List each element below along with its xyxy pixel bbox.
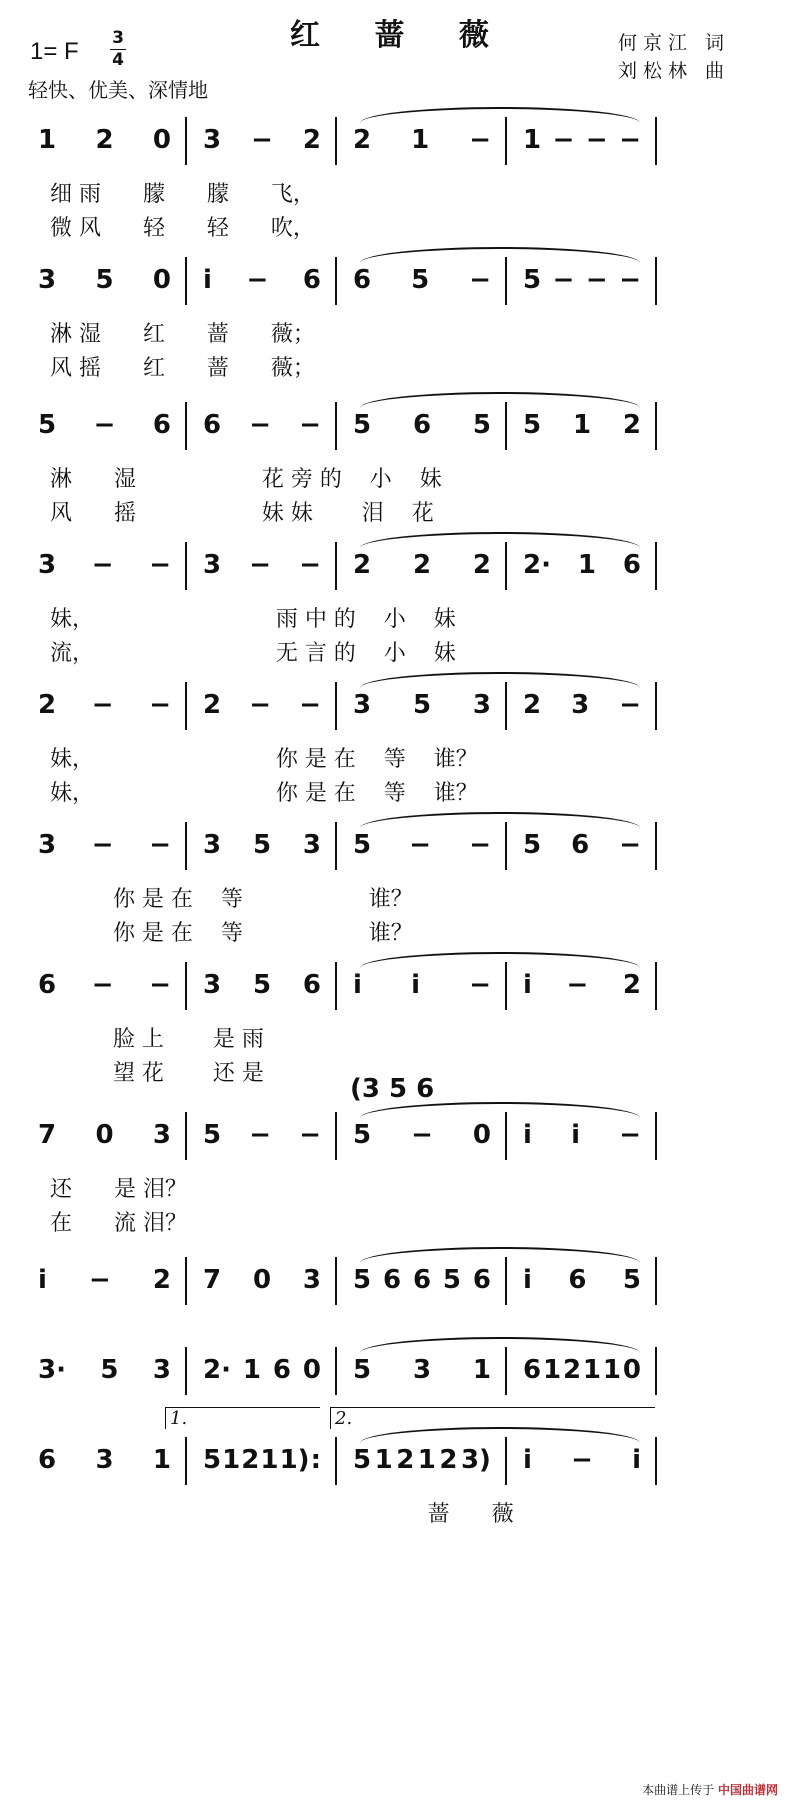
bar-line [655,962,657,1010]
note: − [552,125,575,155]
lyricist-credit: 何京江 词 [618,32,731,54]
bar-line [655,1437,657,1485]
measure [38,550,171,580]
note: − [149,970,171,1000]
measure [523,1355,641,1385]
note: 2· [523,550,551,580]
note: 3 [353,690,372,720]
note: 0 [252,1265,272,1295]
note: 3 [38,550,57,580]
note: 2 [302,125,321,155]
note: i [38,1265,47,1295]
note: i [571,1120,581,1150]
measure [523,265,641,295]
bar-line [185,1257,187,1305]
note: 1 [411,125,430,155]
note: 6 [203,410,222,440]
note: 5 [442,1265,461,1295]
slur [360,532,640,548]
note: − [585,125,608,155]
note: − [249,1120,272,1150]
measure [203,1355,321,1385]
note: 3 [412,1355,432,1385]
note: 3 [38,265,57,295]
music-system [30,540,760,666]
note: − [93,410,116,440]
composer-credit: 刘松林 曲 [618,60,731,82]
note: − [299,550,321,580]
bar-line [335,962,337,1010]
note: − [149,550,171,580]
note: 3 [203,970,222,1000]
note: − [149,690,171,720]
note: − [619,1120,641,1150]
bar-line [335,822,337,870]
note: i [523,970,532,1000]
note: i [523,1445,532,1475]
note: 2· [203,1355,231,1385]
measure [38,410,171,440]
measure [523,1120,641,1150]
measure [203,830,321,860]
note: 1 [222,1445,241,1475]
bar-line [505,1437,507,1485]
bar-line [335,1437,337,1485]
note: − [91,550,114,580]
bar-line [185,682,187,730]
note: 5 [353,1120,372,1150]
note: 0 [302,1355,321,1385]
note: 0 [622,1355,641,1385]
note: − [299,690,321,720]
note: 2 [439,1445,458,1475]
note: − [469,970,491,1000]
bar-line [505,117,507,165]
note: 3 [95,1445,114,1475]
note: 0 [152,265,171,295]
bar-line [335,1257,337,1305]
lyric-line: 微 风 轻 轻 吹， [50,216,315,241]
measure [38,830,171,860]
note: 2 [95,125,114,155]
note: − [619,830,641,860]
note: 2 [622,410,641,440]
note: 6 [472,1265,491,1295]
measure [38,265,171,295]
measure [353,125,491,155]
bar-line [655,257,657,305]
note: 1 [602,1355,621,1385]
note: 2 [38,690,57,720]
measure [353,830,491,860]
note: 6 [622,550,641,580]
note: 3 [38,830,57,860]
lyric-line: 风 摇 妹 妹 泪 花 [50,501,434,526]
lyric-line: 妹， 你 是 在 等 谁？ [50,781,478,806]
note: 3· [38,1355,66,1385]
note: 3 [152,1355,171,1385]
bar-line [505,682,507,730]
note: i [353,970,362,1000]
measure [203,690,321,720]
note: 0 [472,1120,491,1150]
note: 1 [417,1445,436,1475]
note: 5 [95,265,114,295]
measure [353,1355,491,1385]
measure [203,970,321,1000]
note: 1 [572,410,592,440]
note: i [523,1120,532,1150]
note: 6 [272,1355,291,1385]
note: − [91,830,114,860]
note: 1 [38,125,57,155]
bar-line [335,1347,337,1395]
measure [353,550,491,580]
note: 3 [302,830,321,860]
music-system [30,960,760,1086]
lyric-line: 妹， 雨 中 的 小 妹 [50,607,456,632]
interlude-notes: (3 5 6 [350,1074,435,1104]
measure [353,410,491,440]
note: − [89,1265,111,1295]
note: 5 [203,1120,222,1150]
slur [360,952,640,968]
measure [203,550,321,580]
note: 1 [582,1355,601,1385]
bar-line [655,682,657,730]
note: 6 [382,1265,402,1295]
note: − [619,125,641,155]
note: − [91,690,114,720]
note: 6 [571,830,590,860]
music-system [30,1074,760,1236]
measure [38,1355,171,1385]
note: 1 [523,125,542,155]
note: 5 [523,830,542,860]
note: − [566,970,589,1000]
note: 5 [252,830,272,860]
bar-line [655,402,657,450]
bar-line [335,257,337,305]
note: 1 [374,1445,393,1475]
bar-line [655,117,657,165]
note: 3 [203,830,222,860]
note: 2 [412,550,432,580]
music-system [30,1408,760,1527]
note: i [523,1265,532,1295]
bar-line [505,402,507,450]
note: − [246,265,269,295]
music-system [30,115,760,241]
note: i [632,1445,641,1475]
slur [360,672,640,688]
lyric-line: 细 雨 朦 朦 飞， [50,182,315,207]
note: 5 [523,410,542,440]
measure [203,410,321,440]
measure [523,1265,641,1295]
music-system [30,820,760,946]
measure [38,125,171,155]
bar-line [185,822,187,870]
measure [353,970,491,1000]
lyric-line: 流， 无 言 的 小 妹 [50,641,456,666]
time-signature [110,30,126,69]
note: − [249,410,272,440]
note: − [619,690,641,720]
note: 6 [568,1265,587,1295]
lyric-line: 淋 湿 花 旁 的 小 妹 [50,467,442,492]
note: 2 [472,550,491,580]
measure [203,1265,321,1295]
note: 1 [260,1445,279,1475]
footer-credit [642,1781,778,1798]
bar-line [655,542,657,590]
lyric-line: 在 流 泪？ [50,1211,187,1236]
note: − [251,125,273,155]
measure [523,125,641,155]
note: − [411,1120,433,1150]
note: 5 [203,1445,222,1475]
bar-line [655,1257,657,1305]
bar-line [505,542,507,590]
note: 3 [472,690,491,720]
bar-line [185,962,187,1010]
music-system [30,1255,760,1315]
measure [353,690,491,720]
volta-bracket: 2. [330,1407,655,1429]
measure [523,830,641,860]
note: 5 [353,1445,372,1475]
bar-line [185,402,187,450]
note: 5 [252,970,272,1000]
slur [360,1247,640,1263]
bar-line [505,962,507,1010]
note: 5 [38,410,57,440]
tempo-marking: 轻快、优美、深情地 [28,78,208,102]
measure [523,1445,641,1475]
note: − [249,550,272,580]
measure [523,550,641,580]
slur [360,1102,640,1118]
note: 2 [203,690,222,720]
note: 2 [562,1355,582,1385]
note: − [299,410,321,440]
lyric-line: 你 是 在 等 谁？ [50,921,413,946]
note: 0 [152,125,171,155]
bar-line [185,1112,187,1160]
bar-line [185,257,187,305]
note: 2 [353,125,372,155]
note: 2 [622,970,641,1000]
note: − [149,830,171,860]
note: 2 [152,1265,171,1295]
note: 2 [396,1445,415,1475]
note: 5 [472,410,491,440]
meter-bottom: 4 [112,50,124,70]
bar-line [185,1347,187,1395]
meter-top: 3 [112,28,124,48]
note: 1 [152,1445,171,1475]
note: − [571,1445,593,1475]
note: 6 [152,410,171,440]
bar-line [185,117,187,165]
bar-line [655,1347,657,1395]
bar-line [185,1437,187,1485]
note: 6 [302,970,321,1000]
note: − [91,970,114,1000]
note: 2 [241,1445,260,1475]
note: 3 [152,1120,171,1150]
lyric-line: 你 是 在 等 谁？ [50,887,413,912]
bar-line [655,822,657,870]
volta-bracket: 1. [165,1407,320,1429]
note: 6 [38,1445,57,1475]
note: 6 [38,970,57,1000]
measure [203,125,321,155]
measure [203,265,321,295]
note: 6 [523,1355,542,1385]
measure [353,265,491,295]
note: 3 [302,1265,321,1295]
note: − [469,265,491,295]
slur [360,812,640,828]
bar-line [505,1112,507,1160]
bar-line [505,822,507,870]
song-title: 红 蔷 薇 [290,18,511,53]
note: 5 [411,265,430,295]
note: 1 [542,1355,562,1385]
lyric-line: 望 花 还 是 [50,1061,264,1086]
footer-brand: 中国曲谱网 [717,1783,778,1797]
music-system [30,1345,760,1405]
note: − [619,265,641,295]
lyric-line: 风 摇 红 蔷 薇； [50,356,315,381]
note: 7 [203,1265,222,1295]
slur [360,392,640,408]
note: i [203,265,212,295]
note: 5 [353,410,372,440]
note: 5 [523,265,542,295]
measure [203,1445,321,1475]
bar-line [505,1347,507,1395]
bar-line [505,1257,507,1305]
slur [360,1427,640,1443]
note: : [310,1445,321,1475]
measure [353,1120,491,1150]
note: 3 [571,690,590,720]
note: − [585,265,608,295]
bar-line [505,257,507,305]
measure [38,1265,171,1295]
note: 6 [302,265,321,295]
note: 3 [203,550,222,580]
note: 1 [472,1355,491,1385]
note: i [411,970,421,1000]
bar-line [335,542,337,590]
note: − [552,265,575,295]
music-system [30,255,760,381]
note: − [469,125,491,155]
lyric-line: 妹， 你 是 在 等 谁？ [50,747,478,772]
note: 2 [523,690,542,720]
lyric-line: 蔷 薇 [50,1502,514,1527]
note: 6 [412,410,432,440]
note: 6 [353,265,372,295]
note: − [469,830,491,860]
note: − [249,690,272,720]
measure [38,1445,171,1475]
measure [353,1265,491,1295]
note: 1 [577,550,596,580]
slur [360,1337,640,1353]
footer-prefix: 本曲谱上传于 [642,1783,715,1797]
music-system [30,680,760,806]
note: 0 [95,1120,114,1150]
note: 3 [203,125,222,155]
note: − [299,1120,321,1150]
note: − [409,830,432,860]
measure [203,1120,321,1150]
note: 5 [412,690,432,720]
bar-line [655,1112,657,1160]
lyric-line: 还 是 泪？ [50,1177,187,1202]
measure [523,970,641,1000]
music-system [30,400,760,526]
measure [523,690,641,720]
key-signature: 1= F [30,38,79,65]
measure [38,690,171,720]
note: 6 [412,1265,432,1295]
note: 3) [460,1445,491,1475]
note: 1) [279,1445,310,1475]
lyric-line: 淋 湿 红 蔷 薇； [50,322,315,347]
note: 5 [353,830,372,860]
note: 7 [38,1120,57,1150]
note: 5 [353,1265,372,1295]
note: 1 [242,1355,261,1385]
bar-line [185,542,187,590]
measure [523,410,641,440]
slur [360,247,640,263]
measure [38,970,171,1000]
note: 5 [353,1355,372,1385]
note: 5 [100,1355,119,1385]
note: 5 [622,1265,641,1295]
bar-line [335,402,337,450]
bar-line [335,1112,337,1160]
measure [38,1120,171,1150]
measure [353,1445,491,1475]
note: 2 [353,550,372,580]
slur [360,107,640,123]
lyric-line: 脸 上 是 雨 [50,1027,264,1052]
bar-line [335,117,337,165]
bar-line [335,682,337,730]
